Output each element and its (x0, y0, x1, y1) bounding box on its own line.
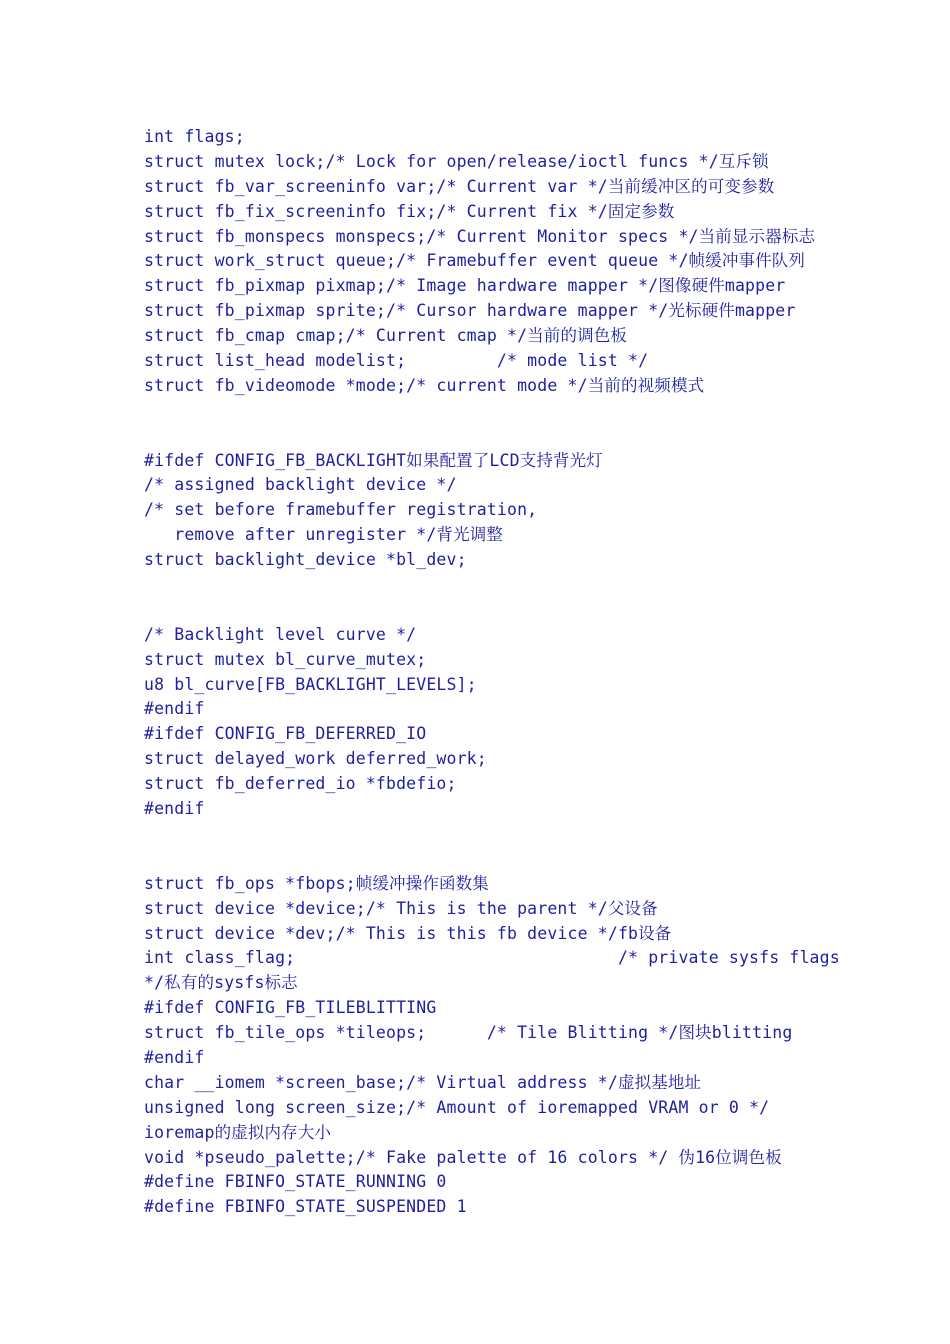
code-listing (144, 125, 844, 1220)
code-line: struct list_head modelist; /* mode list */ (144, 351, 649, 371)
blank-line (144, 573, 844, 598)
blank-line (144, 598, 844, 623)
code-line: remove after unregister */背光调整 (144, 525, 504, 545)
blank-line (144, 847, 844, 872)
code-line: /* Backlight level curve */ (144, 624, 417, 644)
code-line: #endif (144, 799, 205, 819)
code-line: struct fb_var_screeninfo var;/* Current var */当前缓冲区的可变参数 (144, 176, 775, 196)
code-line: /* set before framebuffer registration, (144, 500, 538, 520)
code-line: struct fb_ops *fbops;帧缓冲操作函数集 (144, 873, 489, 893)
code-line: int class_flag; /* private sysfs flags (144, 948, 840, 968)
code-line: #endif (144, 1047, 205, 1067)
code-line: /* assigned backlight device */ (144, 475, 457, 495)
code-line: struct fb_monspecs monspecs;/* Current Monitor specs */当前显示器标志 (144, 226, 816, 246)
code-line: struct delayed_work deferred_work; (144, 749, 487, 769)
code-line: struct fb_fix_screeninfo fix;/* Current fix */固定参数 (144, 201, 675, 221)
code-line: struct device *dev;/* This is this fb device */fb设备 (144, 923, 672, 943)
code-line: struct backlight_device *bl_dev; (144, 550, 467, 570)
code-line: #define FBINFO_STATE_RUNNING 0 (144, 1172, 447, 1192)
code-line: ioremap的虚拟内存大小 (144, 1122, 332, 1142)
code-line: char __iomem *screen_base;/* Virtual address */虚拟基地址 (144, 1072, 702, 1092)
code-line: */私有的sysfs标志 (144, 973, 298, 993)
code-line: unsigned long screen_size;/* Amount of ioremapped VRAM or 0 */ (144, 1097, 770, 1117)
blank-line (144, 399, 844, 424)
code-line: struct fb_pixmap sprite;/* Cursor hardware mapper */光标硬件mapper (144, 301, 796, 321)
code-line: struct mutex lock;/* Lock for open/release/ioctl funcs */互斥锁 (144, 151, 769, 171)
code-line: #endif (144, 699, 205, 719)
blank-line (144, 822, 844, 847)
code-line: struct fb_videomode *mode;/* current mode */当前的视频模式 (144, 375, 705, 395)
code-line: void *pseudo_palette;/* Fake palette of 16 colors */ 伪16位调色板 (144, 1147, 782, 1167)
blank-line (144, 424, 844, 449)
code-line: u8 bl_curve[FB_BACKLIGHT_LEVELS]; (144, 674, 477, 694)
code-line: #define FBINFO_STATE_SUSPENDED 1 (144, 1197, 467, 1217)
code-line: struct fb_pixmap pixmap;/* Image hardware mapper */图像硬件mapper (144, 276, 786, 296)
code-line: struct fb_deferred_io *fbdefio; (144, 774, 457, 794)
code-line: #ifdef CONFIG_FB_DEFERRED_IO (144, 724, 427, 744)
code-line: #ifdef CONFIG_FB_TILEBLITTING (144, 998, 437, 1018)
code-line: #ifdef CONFIG_FB_BACKLIGHT如果配置了LCD支持背光灯 (144, 450, 603, 470)
code-line: struct device *device;/* This is the parent */父设备 (144, 898, 658, 918)
code-line: struct work_struct queue;/* Framebuffer event queue */帧缓冲事件队列 (144, 251, 806, 271)
code-line: struct fb_cmap cmap;/* Current cmap */当前的调色板 (144, 326, 628, 346)
code-line: struct mutex bl_curve_mutex; (144, 649, 427, 669)
code-line: int flags; (144, 127, 245, 146)
code-line: struct fb_tile_ops *tileops; /* Tile Blitting */图块blitting (144, 1023, 793, 1043)
